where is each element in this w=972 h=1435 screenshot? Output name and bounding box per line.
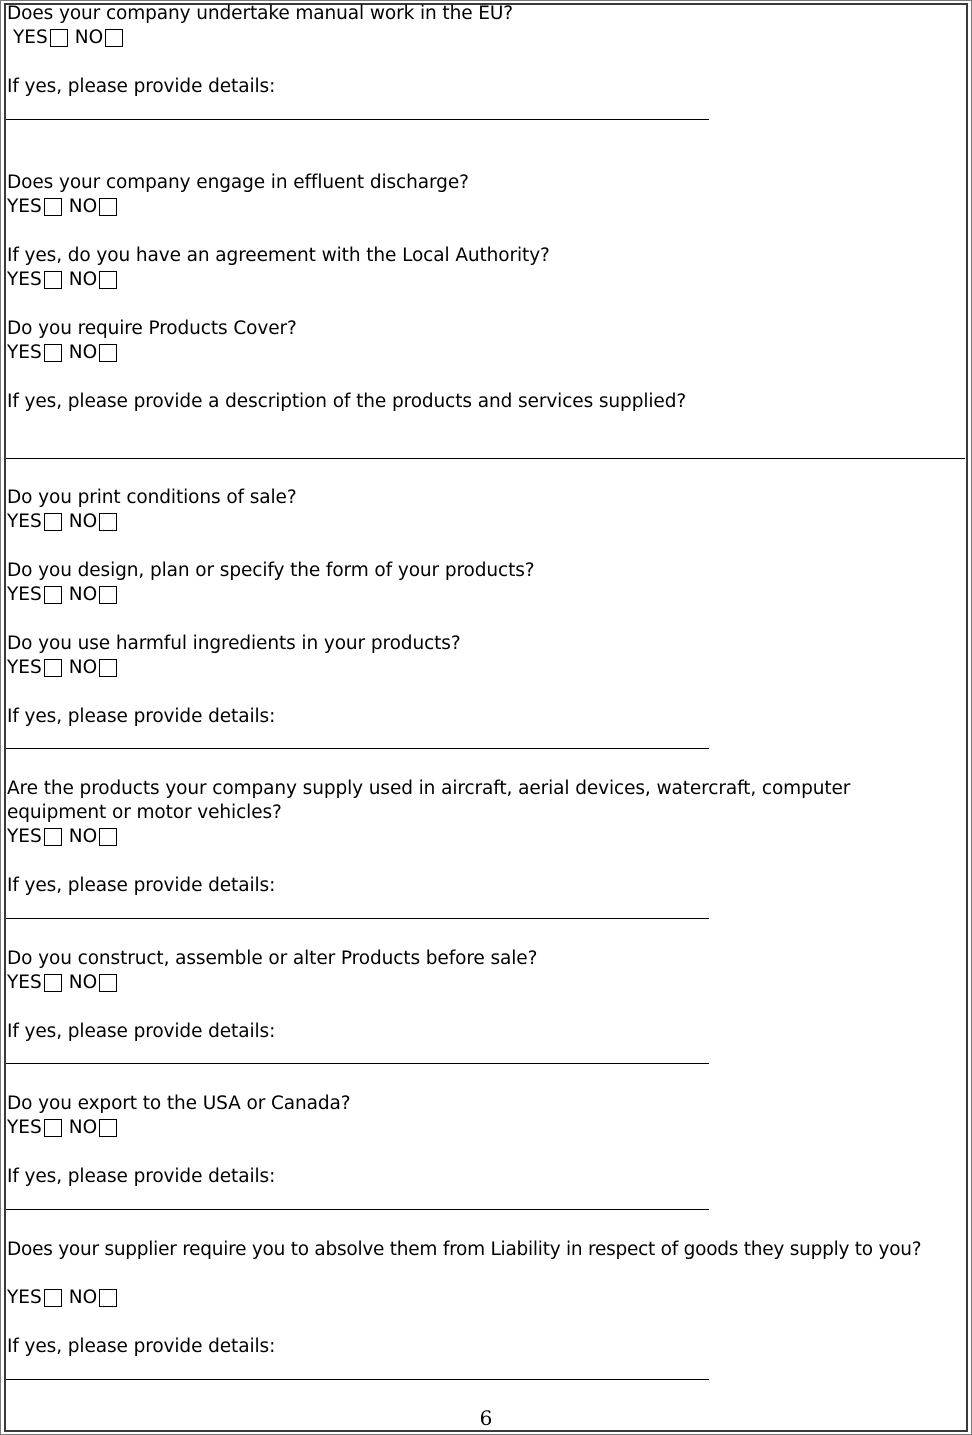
details-prompt: If yes, please provide details: bbox=[7, 1021, 276, 1042]
no-label: NO bbox=[68, 826, 98, 847]
question-products-used-in-vehicles-line2: equipment or motor vehicles? bbox=[7, 802, 282, 823]
yes-checkbox[interactable] bbox=[44, 974, 62, 992]
question-manual-work-eu: Does your company undertake manual work in the EU? bbox=[7, 3, 514, 24]
no-checkbox[interactable] bbox=[99, 586, 117, 604]
question-construct-assemble: Do you construct, assemble or alter Products before sale? bbox=[7, 948, 538, 969]
details-answer-line[interactable] bbox=[6, 748, 709, 749]
yes-no-design-products bbox=[7, 583, 117, 607]
yes-no-manual-work-eu bbox=[13, 26, 123, 50]
question-conditions-of-sale: Do you print conditions of sale? bbox=[7, 487, 297, 508]
yes-no-construct-assemble bbox=[7, 971, 117, 995]
yes-no-conditions-of-sale bbox=[7, 510, 117, 534]
details-answer-line[interactable] bbox=[6, 1379, 709, 1380]
no-label: NO bbox=[74, 27, 104, 48]
no-checkbox[interactable] bbox=[99, 271, 117, 289]
yes-no-local-authority bbox=[7, 268, 117, 292]
yes-label: YES bbox=[7, 826, 42, 847]
no-checkbox[interactable] bbox=[99, 1119, 117, 1137]
details-answer-line[interactable] bbox=[6, 918, 709, 919]
question-harmful-ingredients: Do you use harmful ingredients in your products? bbox=[7, 633, 461, 654]
yes-label: YES bbox=[7, 657, 42, 678]
yes-checkbox[interactable] bbox=[44, 271, 62, 289]
page-number: 6 bbox=[479, 1406, 493, 1430]
details-prompt: If yes, please provide details: bbox=[7, 1336, 276, 1357]
no-label: NO bbox=[68, 1117, 98, 1138]
question-products-used-in-vehicles: Are the products your company supply used in aircraft, aerial devices, watercraft, computer bbox=[7, 778, 851, 799]
yes-no-effluent-discharge bbox=[7, 195, 117, 219]
no-checkbox[interactable] bbox=[99, 659, 117, 677]
yes-no-products-used-in-vehicles bbox=[7, 825, 117, 849]
yes-label: YES bbox=[13, 27, 48, 48]
details-answer-line[interactable] bbox=[6, 1209, 709, 1210]
yes-label: YES bbox=[7, 196, 42, 217]
yes-no-products-cover bbox=[7, 341, 117, 365]
details-prompt: If yes, please provide details: bbox=[7, 1166, 276, 1187]
no-checkbox[interactable] bbox=[99, 1289, 117, 1307]
question-export-usa-canada: Do you export to the USA or Canada? bbox=[7, 1093, 351, 1114]
no-checkbox[interactable] bbox=[105, 29, 123, 47]
yes-checkbox[interactable] bbox=[44, 1289, 62, 1307]
yes-checkbox[interactable] bbox=[44, 828, 62, 846]
yes-no-export-usa-canada bbox=[7, 1116, 117, 1140]
question-supplier-liability: Does your supplier require you to absolve them from Liability in respect of goods they supply to you? bbox=[7, 1239, 922, 1260]
no-checkbox[interactable] bbox=[99, 198, 117, 216]
question-local-authority-agreement: If yes, do you have an agreement with the Local Authority? bbox=[7, 245, 550, 266]
yes-label: YES bbox=[7, 1117, 42, 1138]
yes-label: YES bbox=[7, 511, 42, 532]
no-label: NO bbox=[68, 342, 98, 363]
no-label: NO bbox=[68, 196, 98, 217]
description-answer-line[interactable] bbox=[6, 458, 965, 459]
yes-no-harmful-ingredients bbox=[7, 656, 117, 680]
no-label: NO bbox=[68, 584, 98, 605]
no-label: NO bbox=[68, 657, 98, 678]
yes-label: YES bbox=[7, 1287, 42, 1308]
yes-label: YES bbox=[7, 342, 42, 363]
no-checkbox[interactable] bbox=[99, 974, 117, 992]
no-label: NO bbox=[68, 1287, 98, 1308]
question-products-cover: Do you require Products Cover? bbox=[7, 318, 297, 339]
yes-checkbox[interactable] bbox=[44, 198, 62, 216]
yes-label: YES bbox=[7, 584, 42, 605]
details-answer-line[interactable] bbox=[6, 119, 709, 120]
yes-checkbox[interactable] bbox=[44, 586, 62, 604]
details-prompt: If yes, please provide details: bbox=[7, 706, 276, 727]
yes-no-supplier-liability bbox=[7, 1286, 117, 1310]
yes-checkbox[interactable] bbox=[44, 344, 62, 362]
yes-checkbox[interactable] bbox=[50, 29, 68, 47]
no-label: NO bbox=[68, 269, 98, 290]
no-checkbox[interactable] bbox=[99, 513, 117, 531]
yes-label: YES bbox=[7, 269, 42, 290]
yes-checkbox[interactable] bbox=[44, 513, 62, 531]
question-effluent-discharge: Does your company engage in effluent discharge? bbox=[7, 172, 469, 193]
question-design-products: Do you design, plan or specify the form of your products? bbox=[7, 560, 535, 581]
yes-label: YES bbox=[7, 972, 42, 993]
no-checkbox[interactable] bbox=[99, 344, 117, 362]
details-prompt: If yes, please provide details: bbox=[7, 875, 276, 896]
details-answer-line[interactable] bbox=[6, 1063, 709, 1064]
no-checkbox[interactable] bbox=[99, 828, 117, 846]
no-label: NO bbox=[68, 511, 98, 532]
question-products-description: If yes, please provide a description of the products and services supplied? bbox=[7, 391, 687, 412]
yes-checkbox[interactable] bbox=[44, 1119, 62, 1137]
no-label: NO bbox=[68, 972, 98, 993]
details-prompt: If yes, please provide details: bbox=[7, 76, 276, 97]
yes-checkbox[interactable] bbox=[44, 659, 62, 677]
